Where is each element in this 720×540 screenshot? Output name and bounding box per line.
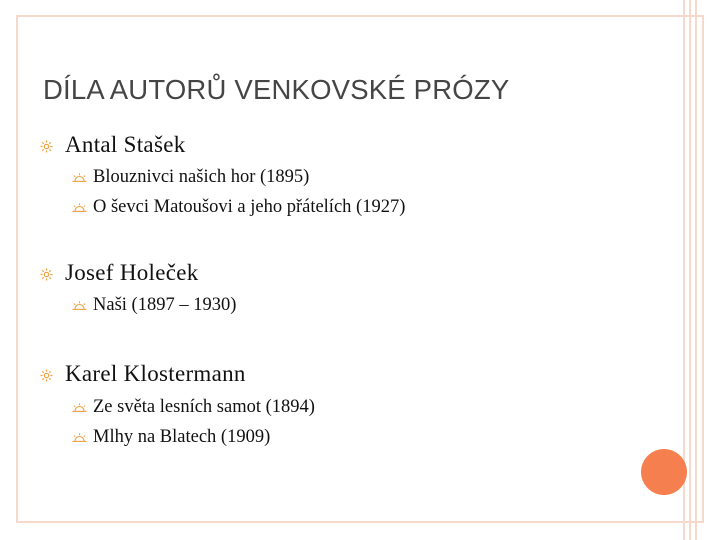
author-name: Karel Klostermann (65, 361, 246, 386)
sun-bullet-icon (40, 268, 53, 281)
sunrise-bullet-icon (72, 173, 87, 182)
sunrise-bullet-icon (72, 203, 87, 212)
work-item: Naši (1897 – 1930) (93, 295, 237, 315)
decorative-side-lines (683, 0, 697, 540)
sunrise-bullet-icon (72, 433, 87, 442)
slide-title: DÍLA AUTORŮ VENKOVSKÉ PRÓZY (43, 74, 510, 105)
author-name: Josef Holeček (65, 260, 199, 285)
sun-bullet-icon (40, 140, 53, 153)
decorative-circle (641, 449, 687, 495)
work-item: O ševci Matoušovi a jeho přátelích (1927) (93, 197, 406, 217)
work-item: Blouznivci našich hor (1895) (93, 167, 310, 187)
work-item: Ze světa lesních samot (1894) (93, 397, 315, 417)
author-name: Antal Stašek (65, 132, 186, 157)
sunrise-bullet-icon (72, 403, 87, 412)
sun-bullet-icon (40, 369, 53, 382)
work-item: Mlhy na Blatech (1909) (93, 427, 271, 447)
sunrise-bullet-icon (72, 301, 87, 310)
